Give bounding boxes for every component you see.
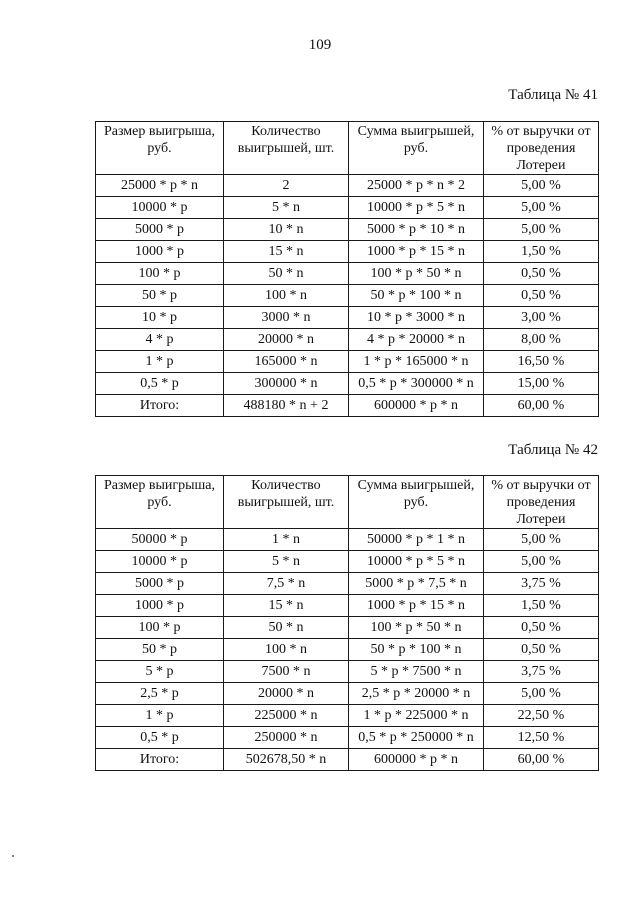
- table-row: [96, 529, 599, 551]
- cell-prize-sum: 10000 * p * 5 * n: [349, 197, 484, 219]
- table-row: [96, 617, 599, 639]
- cell-prize-count: 3000 * n: [224, 307, 349, 329]
- table-42-body: [96, 529, 599, 771]
- cell-prize-size: 4 * p: [96, 329, 224, 351]
- table-row: [96, 307, 599, 329]
- cell-prize-sum: 600000 * p * n: [349, 749, 484, 771]
- cell-revenue-percent: 22,50 %: [484, 705, 599, 727]
- cell-revenue-percent: 0,50 %: [484, 285, 599, 307]
- cell-prize-sum: 1000 * p * 15 * n: [349, 241, 484, 263]
- table-row: [96, 661, 599, 683]
- cell-prize-count: 502678,50 * n: [224, 749, 349, 771]
- header-prize-count: Количество выигрышей, шт.: [224, 122, 349, 175]
- cell-prize-sum: 1000 * p * 15 * n: [349, 595, 484, 617]
- cell-prize-count: 20000 * n: [224, 683, 349, 705]
- header-prize-size: Размер выигрыша, руб.: [96, 122, 224, 175]
- cell-revenue-percent: 5,00 %: [484, 683, 599, 705]
- table-row: [96, 263, 599, 285]
- table-row: [96, 727, 599, 749]
- cell-prize-count: 15 * n: [224, 595, 349, 617]
- cell-prize-size: 1 * p: [96, 705, 224, 727]
- table-row: [96, 219, 599, 241]
- cell-prize-size: 1 * p: [96, 351, 224, 373]
- table-row: [96, 329, 599, 351]
- page-number: 109: [308, 37, 332, 53]
- cell-prize-size: 5 * p: [96, 661, 224, 683]
- cell-revenue-percent: 1,50 %: [484, 241, 599, 263]
- cell-revenue-percent: 0,50 %: [484, 263, 599, 285]
- scan-speck: [12, 855, 14, 857]
- cell-revenue-percent: 8,00 %: [484, 329, 599, 351]
- cell-prize-count: 100 * n: [224, 639, 349, 661]
- cell-prize-sum: 50 * p * 100 * n: [349, 285, 484, 307]
- table-row: [96, 351, 599, 373]
- cell-prize-sum: 600000 * p * n: [349, 395, 484, 417]
- cell-prize-count: 7500 * n: [224, 661, 349, 683]
- table-row: [96, 175, 599, 197]
- table-row: [96, 595, 599, 617]
- cell-prize-sum: 1 * p * 225000 * n: [349, 705, 484, 727]
- cell-revenue-percent: 12,50 %: [484, 727, 599, 749]
- cell-prize-count: 1 * n: [224, 529, 349, 551]
- cell-prize-count: 7,5 * n: [224, 573, 349, 595]
- table-42-caption: Таблица № 42: [508, 442, 598, 458]
- cell-revenue-percent: 1,50 %: [484, 595, 599, 617]
- cell-prize-size: 100 * p: [96, 617, 224, 639]
- table-41-body: [96, 175, 599, 417]
- cell-prize-sum: 0,5 * p * 250000 * n: [349, 727, 484, 749]
- cell-prize-count: 225000 * n: [224, 705, 349, 727]
- cell-prize-size: Итого:: [96, 749, 224, 771]
- table-header-row: [96, 122, 599, 175]
- cell-prize-size: 50000 * p: [96, 529, 224, 551]
- cell-prize-sum: 5000 * p * 7,5 * n: [349, 573, 484, 595]
- cell-prize-size: 5000 * p: [96, 219, 224, 241]
- cell-prize-size: 0,5 * p: [96, 727, 224, 749]
- cell-prize-sum: 4 * p * 20000 * n: [349, 329, 484, 351]
- table-41-caption: Таблица № 41: [508, 87, 598, 103]
- cell-prize-sum: 50000 * p * 1 * n: [349, 529, 484, 551]
- cell-prize-size: 10 * p: [96, 307, 224, 329]
- cell-revenue-percent: 3,75 %: [484, 573, 599, 595]
- cell-prize-count: 50 * n: [224, 263, 349, 285]
- cell-prize-sum: 10 * p * 3000 * n: [349, 307, 484, 329]
- cell-revenue-percent: 3,75 %: [484, 661, 599, 683]
- cell-revenue-percent: 5,00 %: [484, 551, 599, 573]
- table-row: [96, 683, 599, 705]
- cell-revenue-percent: 0,50 %: [484, 639, 599, 661]
- cell-prize-count: 15 * n: [224, 241, 349, 263]
- table-row: [96, 705, 599, 727]
- cell-prize-size: 50 * p: [96, 285, 224, 307]
- cell-prize-sum: 0,5 * p * 300000 * n: [349, 373, 484, 395]
- cell-prize-size: 10000 * p: [96, 197, 224, 219]
- header-prize-size: Размер выигрыша, руб.: [96, 476, 224, 529]
- cell-revenue-percent: 0,50 %: [484, 617, 599, 639]
- header-prize-sum: Сумма выигрышей, руб.: [349, 476, 484, 529]
- cell-prize-size: 50 * p: [96, 639, 224, 661]
- table-row: [96, 639, 599, 661]
- cell-prize-count: 50 * n: [224, 617, 349, 639]
- cell-prize-sum: 100 * p * 50 * n: [349, 263, 484, 285]
- cell-prize-size: Итого:: [96, 395, 224, 417]
- cell-prize-count: 300000 * n: [224, 373, 349, 395]
- cell-prize-count: 5 * n: [224, 551, 349, 573]
- cell-prize-count: 5 * n: [224, 197, 349, 219]
- header-prize-sum: Сумма выигрышей, руб.: [349, 122, 484, 175]
- header-prize-count: Количество выигрышей, шт.: [224, 476, 349, 529]
- cell-prize-size: 0,5 * p: [96, 373, 224, 395]
- cell-prize-sum: 5 * p * 7500 * n: [349, 661, 484, 683]
- table-row: [96, 285, 599, 307]
- table-row: [96, 551, 599, 573]
- cell-prize-count: 100 * n: [224, 285, 349, 307]
- header-revenue-percent: % от выручки от проведения Лотереи: [484, 476, 599, 529]
- cell-prize-sum: 2,5 * p * 20000 * n: [349, 683, 484, 705]
- table-row: [96, 241, 599, 263]
- cell-revenue-percent: 5,00 %: [484, 219, 599, 241]
- prize-table-42: [95, 475, 599, 771]
- table-row: [96, 197, 599, 219]
- cell-prize-sum: 1 * p * 165000 * n: [349, 351, 484, 373]
- cell-prize-count: 2: [224, 175, 349, 197]
- cell-prize-size: 5000 * p: [96, 573, 224, 595]
- cell-prize-sum: 10000 * p * 5 * n: [349, 551, 484, 573]
- cell-prize-size: 2,5 * p: [96, 683, 224, 705]
- cell-revenue-percent: 16,50 %: [484, 351, 599, 373]
- table-row: [96, 373, 599, 395]
- cell-revenue-percent: 5,00 %: [484, 529, 599, 551]
- header-revenue-percent: % от выручки от проведения Лотереи: [484, 122, 599, 175]
- cell-prize-size: 10000 * p: [96, 551, 224, 573]
- cell-prize-count: 10 * n: [224, 219, 349, 241]
- cell-revenue-percent: 60,00 %: [484, 395, 599, 417]
- cell-prize-sum: 5000 * p * 10 * n: [349, 219, 484, 241]
- cell-revenue-percent: 5,00 %: [484, 197, 599, 219]
- table-header-row: [96, 476, 599, 529]
- cell-prize-count: 250000 * n: [224, 727, 349, 749]
- cell-prize-size: 1000 * p: [96, 241, 224, 263]
- total-row: [96, 395, 599, 417]
- prize-table-41: [95, 121, 599, 417]
- cell-prize-sum: 25000 * p * n * 2: [349, 175, 484, 197]
- cell-prize-size: 1000 * p: [96, 595, 224, 617]
- cell-prize-count: 20000 * n: [224, 329, 349, 351]
- cell-revenue-percent: 15,00 %: [484, 373, 599, 395]
- cell-prize-sum: 100 * p * 50 * n: [349, 617, 484, 639]
- cell-revenue-percent: 60,00 %: [484, 749, 599, 771]
- cell-prize-sum: 50 * p * 100 * n: [349, 639, 484, 661]
- cell-prize-size: 25000 * p * n: [96, 175, 224, 197]
- cell-prize-size: 100 * p: [96, 263, 224, 285]
- cell-revenue-percent: 5,00 %: [484, 175, 599, 197]
- total-row: [96, 749, 599, 771]
- table-row: [96, 573, 599, 595]
- cell-revenue-percent: 3,00 %: [484, 307, 599, 329]
- cell-prize-count: 165000 * n: [224, 351, 349, 373]
- cell-prize-count: 488180 * n + 2: [224, 395, 349, 417]
